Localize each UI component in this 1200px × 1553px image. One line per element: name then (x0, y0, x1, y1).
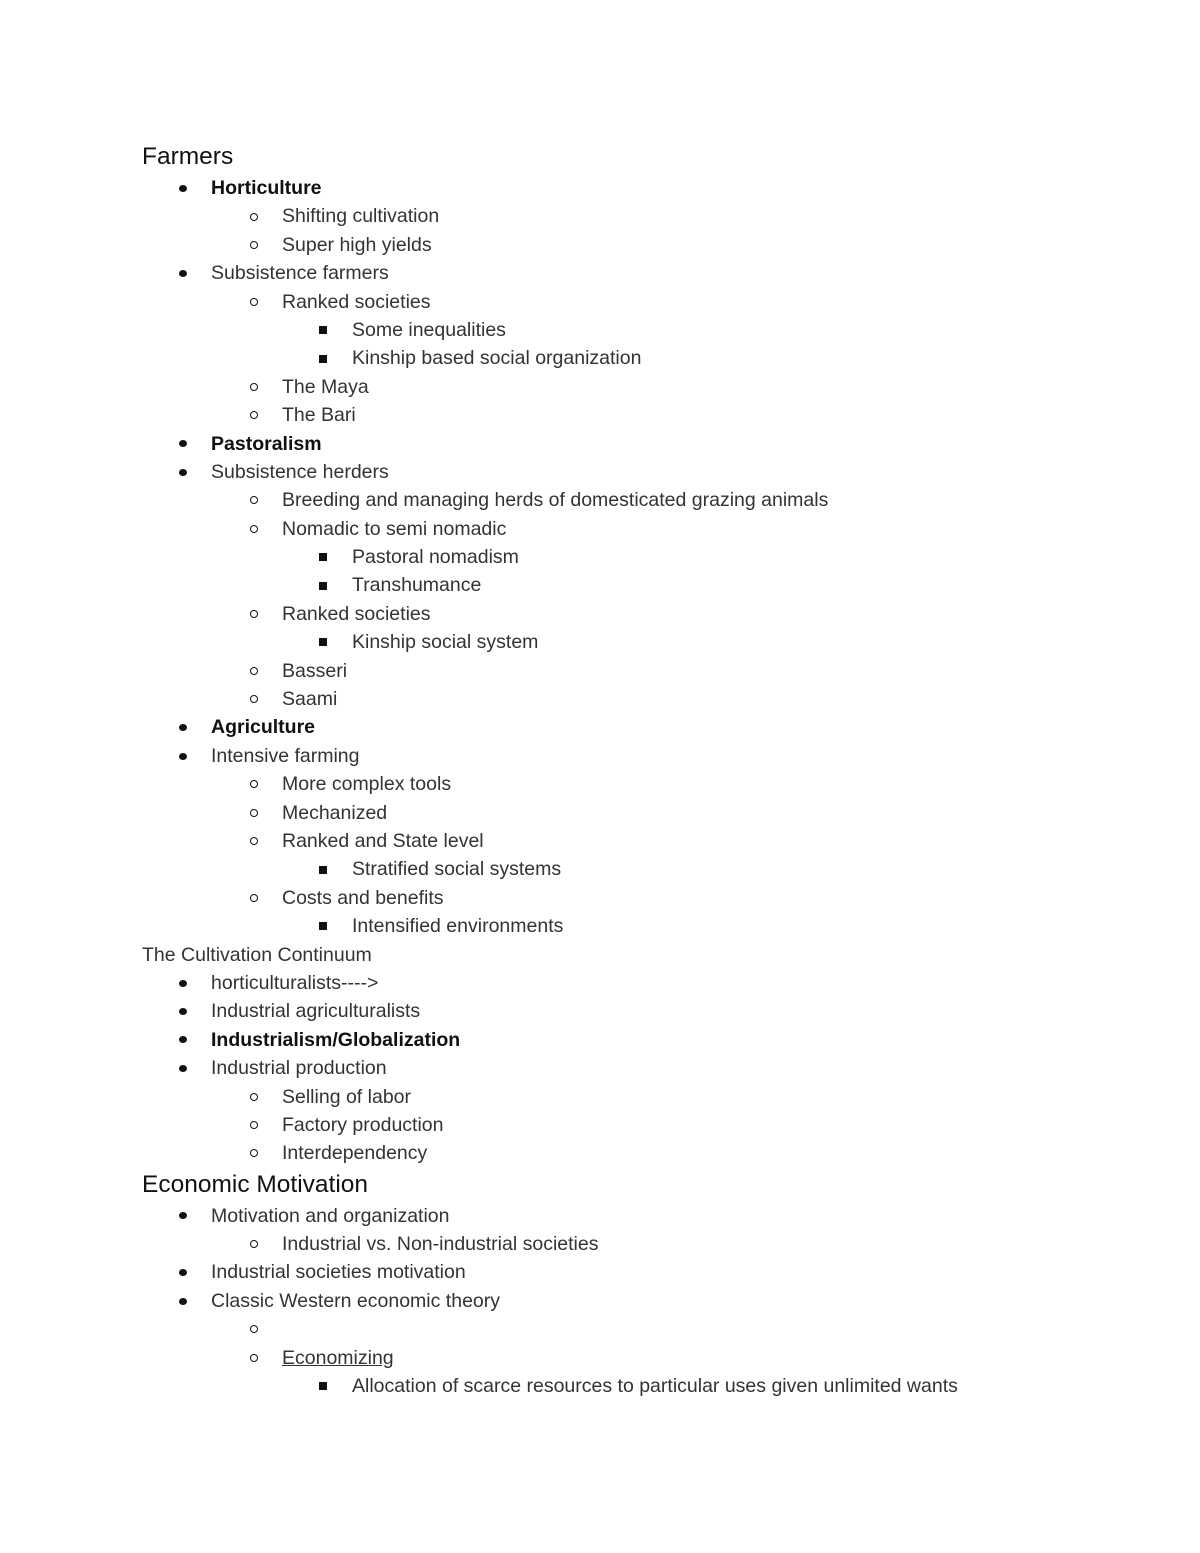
bullet-square-icon (316, 628, 330, 656)
list-item (0, 543, 1200, 571)
list-item-text: Kinship social system (352, 631, 539, 654)
bullet-circle-icon (247, 401, 261, 429)
bullet-circle-icon (247, 827, 261, 855)
list-item-text: Costs and benefits (282, 886, 444, 909)
list-item (0, 600, 1200, 628)
bullet-circle-icon (247, 1315, 261, 1343)
list-item-text: Intensive farming (211, 744, 360, 767)
section-subheading: The Cultivation Continuum (142, 943, 372, 966)
list-item (0, 458, 1200, 486)
list-item-text: Shifting cultivation (282, 205, 440, 228)
list-item (0, 202, 1200, 230)
list-item (0, 884, 1200, 912)
bullet-disc-icon (176, 742, 190, 770)
list-item (0, 799, 1200, 827)
list-item (0, 344, 1200, 372)
bullet-circle-icon (247, 685, 261, 713)
bullet-disc-icon (176, 1026, 190, 1054)
list-item (0, 174, 1200, 202)
list-item (0, 401, 1200, 429)
bullet-square-icon (316, 571, 330, 599)
list-item (0, 1139, 1200, 1167)
bullet-square-icon (316, 344, 330, 372)
list-item-text: Motivation and organization (211, 1204, 450, 1227)
list-item (0, 628, 1200, 656)
list-item (0, 657, 1200, 685)
list-item-text: Industrial agriculturalists (211, 1000, 421, 1023)
section-heading: Farmers (142, 143, 234, 170)
list-item-text: Some inequalities (352, 318, 506, 341)
list-item (0, 827, 1200, 855)
list-item-text: Subsistence farmers (211, 262, 389, 285)
list-item (0, 912, 1200, 940)
bullet-disc-icon (176, 1202, 190, 1230)
list-item (0, 288, 1200, 316)
list-item (0, 1344, 1200, 1372)
list-item (0, 742, 1200, 770)
list-item-text: Horticulture (211, 177, 322, 199)
document-body (0, 140, 1200, 1400)
bullet-disc-icon (176, 1054, 190, 1082)
list-item-text: Industrialism/Globalization (211, 1028, 461, 1051)
list-item (0, 259, 1200, 287)
list-item-text: Classic Western economic theory (211, 1289, 500, 1312)
list-item (0, 1054, 1200, 1082)
list-item (0, 1315, 1200, 1343)
list-item (0, 316, 1200, 344)
list-item-text: Ranked societies (282, 602, 431, 625)
bullet-square-icon (316, 1372, 330, 1400)
list-item-text: Kinship based social organization (352, 347, 642, 370)
bullet-disc-icon (176, 174, 190, 202)
list-item (0, 1230, 1200, 1258)
list-item-text: Ranked and State level (282, 829, 484, 852)
list-item (0, 373, 1200, 401)
list-item (0, 969, 1200, 997)
list-item-text: Industrial production (211, 1057, 387, 1080)
bullet-circle-icon (247, 231, 261, 259)
list-item-text: Industrial societies motivation (211, 1261, 466, 1284)
list-item-text: Saami (282, 688, 338, 711)
list-item-text: Pastoral nomadism (352, 546, 519, 569)
list-item (0, 1111, 1200, 1139)
bullet-circle-icon (247, 799, 261, 827)
list-item-text: Stratified social systems (352, 858, 562, 881)
bullet-disc-icon (176, 713, 190, 741)
list-item-text: Economizing (282, 1346, 394, 1369)
bullet-circle-icon (247, 884, 261, 912)
list-item-text: Intensified environments (352, 915, 564, 938)
bullet-disc-icon (176, 1258, 190, 1286)
bullet-circle-icon (247, 770, 261, 798)
list-item-text: The Maya (282, 375, 369, 398)
list-item (0, 685, 1200, 713)
list-item-text: Breeding and managing herds of domesticated grazing animals (282, 489, 829, 512)
list-item-text: Transhumance (352, 574, 482, 597)
list-item-text: horticulturalists----> (211, 971, 379, 994)
bullet-circle-icon (247, 288, 261, 316)
list-item-text: Selling of labor (282, 1085, 411, 1108)
bullet-circle-icon (247, 515, 261, 543)
bullet-circle-icon (247, 1230, 261, 1258)
list-item-text: Interdependency (282, 1142, 428, 1165)
bullet-circle-icon (247, 1139, 261, 1167)
list-item (0, 997, 1200, 1025)
list-item (0, 1287, 1200, 1315)
list-item-text: Subsistence herders (211, 460, 389, 483)
list-item (0, 515, 1200, 543)
list-item (0, 1372, 1200, 1400)
list-item-text: Factory production (282, 1113, 444, 1136)
list-item-text: Agriculture (211, 716, 316, 739)
bullet-disc-icon (176, 458, 190, 486)
list-item-text: Ranked societies (282, 290, 431, 313)
section-heading: Economic Motivation (142, 1170, 369, 1198)
bullet-square-icon (316, 855, 330, 883)
list-item (0, 1258, 1200, 1286)
list-item-text: Mechanized (282, 801, 388, 824)
list-item-text: Super high yields (282, 233, 432, 256)
bullet-square-icon (316, 912, 330, 940)
list-item (0, 1202, 1200, 1230)
list-item (0, 855, 1200, 883)
bullet-disc-icon (176, 969, 190, 997)
list-item-text: More complex tools (282, 773, 452, 796)
bullet-square-icon (316, 543, 330, 571)
list-item-text: Pastoralism (211, 432, 322, 455)
bullet-circle-icon (247, 1344, 261, 1372)
list-item (0, 713, 1200, 741)
bullet-disc-icon (176, 259, 190, 287)
bullet-disc-icon (176, 1287, 190, 1315)
list-item (0, 770, 1200, 798)
bullet-circle-icon (247, 373, 261, 401)
bullet-circle-icon (247, 1111, 261, 1139)
list-item-text: Allocation of scarce resources to particular uses given unlimited wants (352, 1375, 958, 1398)
bullet-circle-icon (247, 486, 261, 514)
bullet-circle-icon (247, 202, 261, 230)
list-item-text: Industrial vs. Non-industrial societies (282, 1233, 599, 1256)
list-item-text: Basseri (282, 659, 348, 682)
bullet-circle-icon (247, 600, 261, 628)
list-item-text: Nomadic to semi nomadic (282, 517, 507, 540)
list-item (0, 430, 1200, 458)
bullet-disc-icon (176, 430, 190, 458)
list-item (0, 571, 1200, 599)
list-item (0, 1083, 1200, 1111)
bullet-circle-icon (247, 657, 261, 685)
list-item (0, 231, 1200, 259)
bullet-circle-icon (247, 1083, 261, 1111)
list-item-text: The Bari (282, 404, 356, 427)
bullet-disc-icon (176, 997, 190, 1025)
bullet-square-icon (316, 316, 330, 344)
list-item (0, 486, 1200, 514)
list-item (0, 1026, 1200, 1054)
